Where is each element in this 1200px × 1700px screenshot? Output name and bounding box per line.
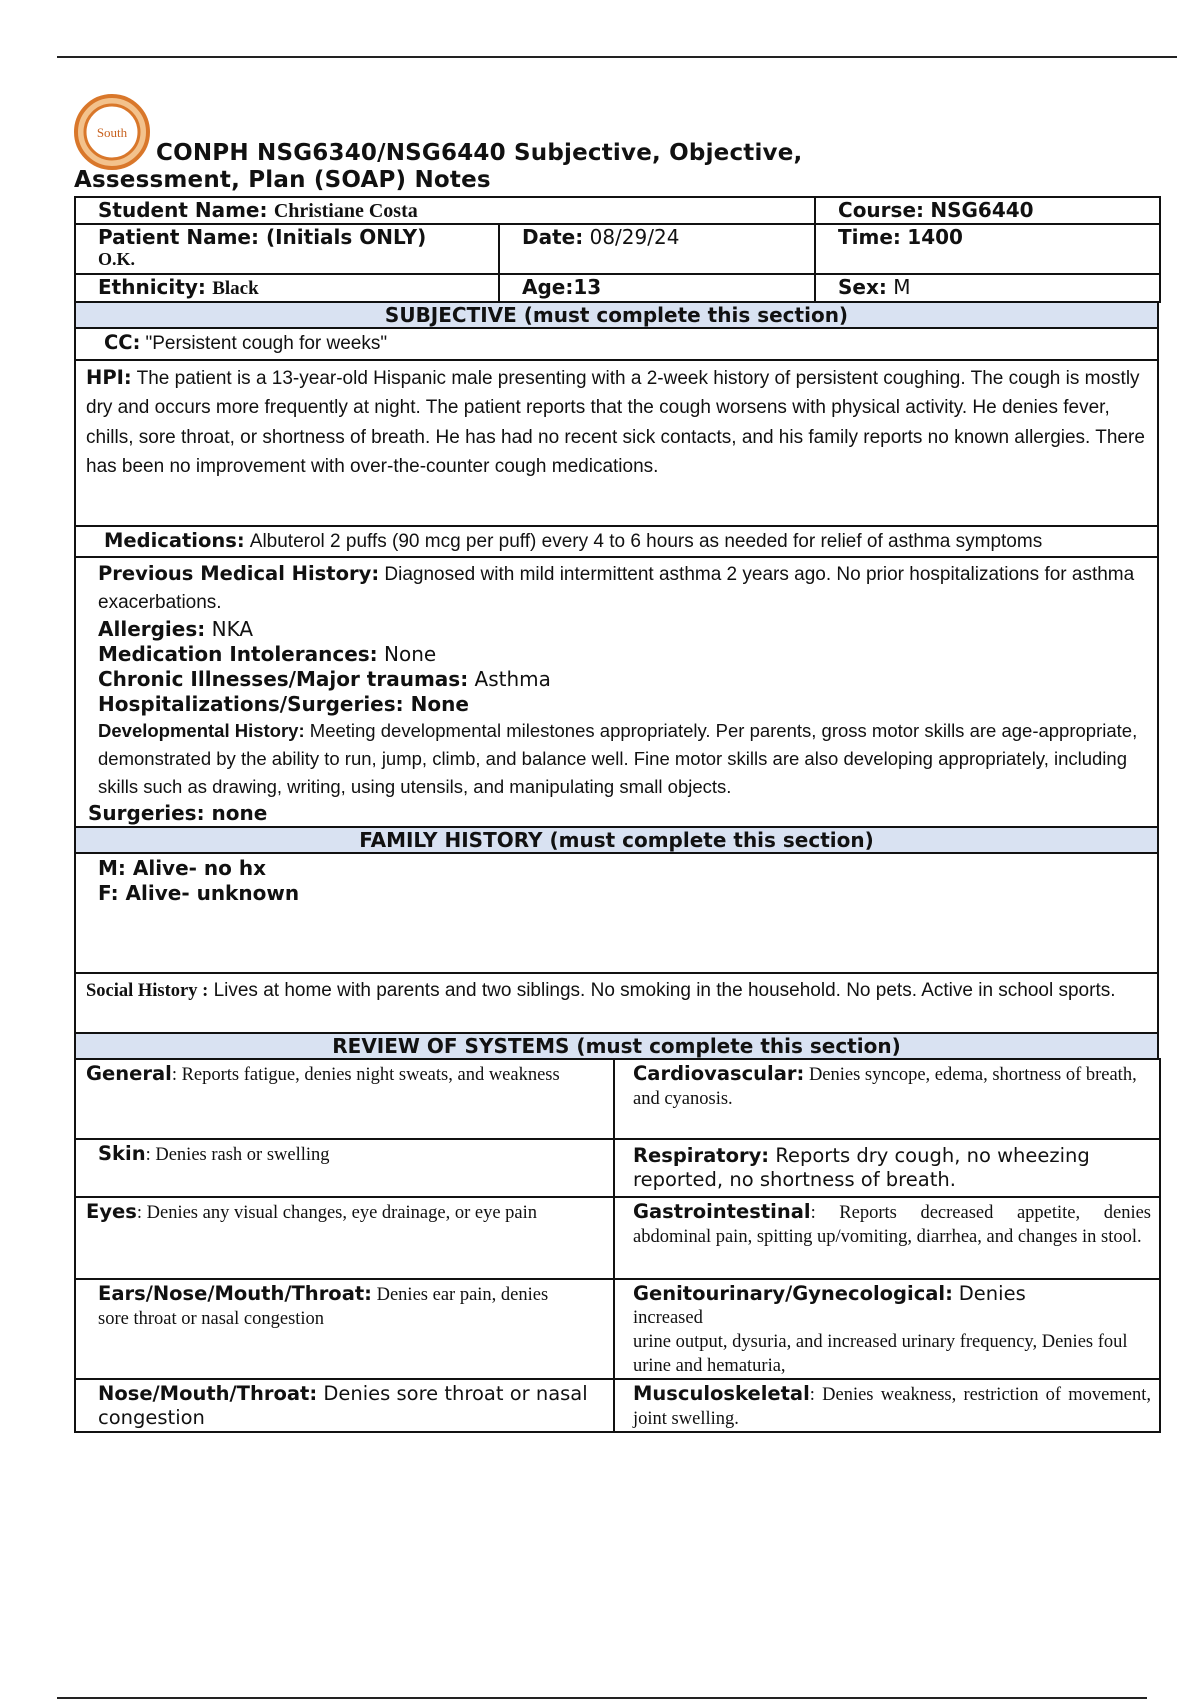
ros-gi-value: : Reports decreased appetite, denies abdominal pain, spitting up/vomiting, diarrhea, and changes in stool. [633,1203,1151,1247]
ros-gu-value-1: Denies [958,1282,1026,1305]
patient-name-value: O.K. [98,249,136,269]
age-label: Age: [522,275,574,299]
ros-general-cell [75,1059,614,1139]
ros-resp-label: Respiratory: [633,1144,770,1167]
soap-form [74,196,1159,1433]
developmental-block [82,717,1153,801]
hospitalizations-label: Hospitalizations/Surgeries: [98,692,404,716]
time-value: 1400 [907,225,963,249]
age-cell [499,274,815,302]
ros-skin-cell [75,1139,614,1197]
ros-msk-value: : Denies weakness, restriction of movement, joint swelling. [633,1385,1151,1429]
subjective-table [74,301,1159,1060]
sex-label: Sex: [838,275,887,299]
sex-cell [815,274,1160,302]
pmh-label: Previous Medical History: [98,562,380,585]
ros-ent-cell [75,1279,614,1379]
ros-msk-label: Musculoskeletal [633,1382,810,1405]
social-history-cell [75,973,1158,1033]
patient-name-label: Patient Name: (Initials ONLY) [98,225,427,249]
intolerances-label: Medication Intolerances: [98,642,378,666]
patient-name-cell [75,224,499,274]
date-cell [499,224,815,274]
medical-history-cell [75,557,1158,827]
cc-label: CC: [104,331,141,354]
logo-text: South [96,125,128,140]
info-table [74,196,1161,303]
ros-general-label: General [86,1062,172,1085]
ros-gu-value-2: increased [633,1308,703,1328]
ros-eyes-cell [75,1197,614,1279]
ros-gi-label: Gastrointestinal [633,1200,811,1223]
ros-table [74,1058,1161,1433]
student-name-value: Christiane Costa [273,200,418,222]
allergies-value: NKA [211,617,254,641]
mother-history: M: Alive- no hx [98,856,266,880]
top-rule [57,56,1177,58]
surgeries-line [82,801,1153,826]
ros-cardio-cell [614,1059,1160,1139]
ros-skin-label: Skin [98,1142,146,1165]
chronic-label: Chronic Illnesses/Major traumas: [98,667,469,691]
ethnicity-value: Black [212,278,259,299]
course-value: NSG6440 [930,198,1034,222]
surgeries-value: none [211,801,268,825]
ros-ent-label: Ears/Nose/Mouth/Throat: [98,1282,372,1305]
ros-nmt-cell [75,1379,614,1432]
medications-value: Albuterol 2 puffs (90 mcg per puff) every 4 to 6 hours as needed for relief of asthma symptoms [249,530,1043,552]
subjective-heading: SUBJECTIVE (must complete this section) [75,302,1158,328]
ros-msk-cell [614,1379,1160,1432]
hpi-label: HPI: [86,365,132,389]
course-cell [815,197,1160,224]
page-title [74,140,1074,194]
ros-resp-cell [614,1139,1160,1197]
chronic-value: Asthma [474,667,551,691]
medications-label: Medications: [104,528,245,552]
ros-nmt-label: Nose/Mouth/Throat: [98,1382,318,1405]
allergies-line [82,617,1153,642]
ros-gi-cell [614,1197,1160,1279]
ros-cardio-value: Denies syncope, edema, shortness of breath, and cyanosis. [633,1065,1137,1109]
pmh-value: Diagnosed with mild intermittent asthma 2 years ago. No prior hospitalizations for asthma exacerbations. [98,564,1135,613]
ros-ent-value: Denies ear pain, denies sore throat or nasal congestion [98,1285,549,1329]
bottom-rule [57,1697,1147,1699]
intolerances-value: None [384,642,437,666]
title-line-2: Assessment, Plan (SOAP) Notes [74,167,491,193]
title-line-1: CONPH NSG6340/NSG6440 Subjective, Objective, [156,140,803,166]
social-history-value: Lives at home with parents and two siblings. No smoking in the household. No pets. Active in school sports. [213,980,1116,1001]
developmental-label: Developmental History: [98,720,305,741]
time-cell [815,224,1160,274]
date-value: 08/29/24 [589,225,680,249]
ros-nmt-value: Denies sore throat or nasal congestion [98,1382,588,1429]
hospitalizations-value: None [410,692,469,716]
ros-resp-value: Reports dry cough, no wheezing reported, no shortness of breath. [633,1144,1090,1191]
hospitalizations-line [82,692,1153,717]
ros-gu-cell [614,1279,1160,1379]
sex-value: M [893,275,911,299]
allergies-label: Allergies: [98,617,206,641]
ros-gu-value-3: urine output, dysuria, and increased urinary frequency, Denies foul urine and hematuria, [633,1332,1128,1376]
age-value: 13 [573,275,602,299]
chronic-line [82,667,1153,692]
ethnicity-cell [75,274,499,302]
ros-eyes-label: Eyes [86,1200,137,1223]
pmh-block [82,560,1153,617]
ethnicity-label: Ethnicity: [98,275,206,299]
ros-cardio-label: Cardiovascular: [633,1062,805,1085]
ros-eyes-value: : Denies any visual changes, eye drainage, or eye pain [136,1203,538,1223]
cc-cell [75,328,1158,360]
cc-value: "Persistent cough for weeks" [145,333,388,354]
ros-general-value: : Reports fatigue, denies night sweats, and weakness [171,1065,560,1085]
surgeries-label: Surgeries: [88,801,205,825]
hpi-cell [75,360,1158,526]
father-history: F: Alive- unknown [98,881,300,905]
date-label: Date: [522,225,584,249]
social-history-label: Social History : [86,981,209,1001]
ros-gu-label: Genitourinary/Gynecological: [633,1282,953,1305]
ros-skin-value: : Denies rash or swelling [145,1145,330,1165]
developmental-value: Meeting developmental milestones appropriately. Per parents, gross motor skills are age-appropriate, demonstrated by the ability to run, jump, climb, and balance well. Fine motor skills are also developing appropriately, including skills such as drawing, writing, using utensils, and manipulating small objects. [98,720,1138,797]
time-label: Time: [838,225,901,249]
family-history-cell [75,853,1158,973]
hpi-value: The patient is a 13-year-old Hispanic male presenting with a 2-week history of persistent coughing. The cough is mostly dry and occurs more frequently at night. The patient reports that the cough worsens with physical activity. He denies fever, chills, sore throat, or shortness of breath. He has had no recent sick contacts, and his family reports no known allergies. There has been no improvement with over-the-counter cough medications. [86,367,1145,477]
course-label: Course: [838,198,925,222]
family-history-heading: FAMILY HISTORY (must complete this section) [75,827,1158,853]
student-name-label: Student Name: [98,198,268,222]
student-name-cell [75,197,815,224]
ros-heading: REVIEW OF SYSTEMS (must complete this section) [75,1033,1158,1059]
intolerances-line [82,642,1153,667]
medications-cell [75,526,1158,558]
